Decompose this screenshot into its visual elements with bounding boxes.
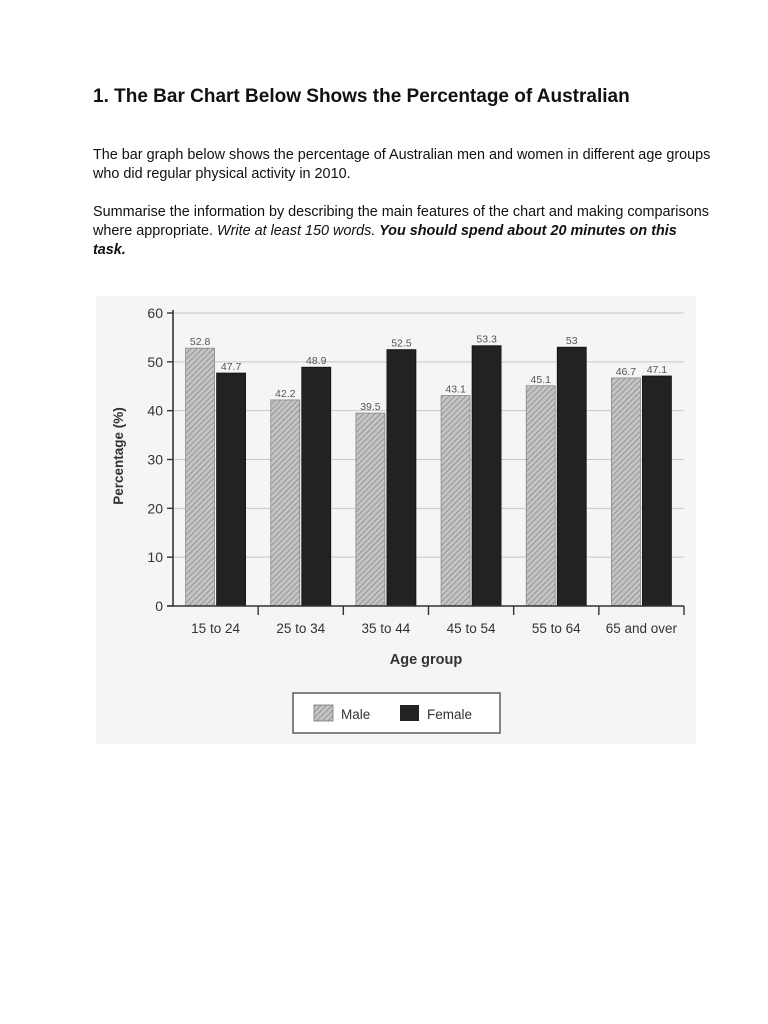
male-bar	[441, 396, 470, 606]
word-count-note: Write at least 150 words.	[217, 223, 376, 239]
legend-female-label: Female	[427, 707, 473, 722]
x-axis-label: Age group	[389, 652, 463, 668]
male-bar	[356, 413, 385, 606]
male-bar	[271, 400, 300, 606]
y-axis-label: Percentage (%)	[111, 407, 126, 505]
instructions-text: Summarise the information by describing the main features of the chart and making comparisons where appropriate.	[93, 204, 709, 239]
x-tick-label: 25 to 34	[276, 621, 326, 636]
bar-chart	[96, 296, 696, 744]
male-bar	[611, 378, 640, 606]
y-tick-label: 10	[147, 549, 163, 566]
x-tick-label: 35 to 44	[361, 621, 411, 636]
legend-male-label: Male	[341, 707, 371, 722]
female-bar	[557, 347, 586, 606]
male-value-label: 43.1	[445, 383, 466, 396]
legend-male-swatch	[314, 705, 333, 721]
female-value-label: 47.7	[220, 361, 242, 374]
male-bar	[186, 348, 215, 606]
chart-figure	[96, 296, 696, 744]
y-tick-label: 60	[147, 305, 163, 321]
male-value-label: 46.7	[615, 365, 637, 378]
female-value-label: 53.3	[476, 333, 497, 346]
female-value-label: 52.5	[391, 337, 412, 350]
x-tick-label: 15 to 24	[191, 621, 240, 636]
male-value-label: 52.8	[189, 336, 211, 349]
x-tick-label: 55 to 64	[531, 621, 581, 636]
time-note: You should spend about 20 minutes on this task.	[93, 223, 677, 258]
female-bar	[472, 346, 501, 606]
task-description: The bar graph below shows the percentage of Australian men and women in different age groups who did regular physical activity in 2010.	[93, 147, 711, 182]
page-heading: 1. The Bar Chart Below Shows the Percentage of Australian	[93, 86, 630, 107]
task-instructions	[93, 203, 713, 260]
y-tick-label: 20	[147, 500, 163, 517]
female-value-label: 53	[565, 335, 578, 348]
legend	[293, 693, 500, 733]
y-tick-label: 50	[147, 353, 163, 370]
y-tick-label: 40	[147, 402, 163, 419]
x-tick-label: 45 to 54	[446, 621, 496, 636]
y-tick-label: 0	[155, 598, 163, 614]
female-bar	[217, 373, 246, 606]
female-value-label: 48.9	[306, 355, 327, 368]
female-bar	[642, 376, 671, 606]
y-tick-label: 30	[147, 451, 163, 468]
male-value-label: 42.2	[275, 387, 296, 400]
male-bar	[526, 386, 555, 606]
legend-female-swatch	[400, 705, 419, 721]
female-bar	[387, 350, 416, 606]
female-bar	[302, 367, 331, 606]
female-value-label: 47.1	[646, 363, 668, 376]
male-value-label: 39.5	[360, 401, 381, 414]
male-value-label: 45.1	[530, 373, 551, 386]
x-tick-label: 65 and over	[605, 621, 678, 636]
